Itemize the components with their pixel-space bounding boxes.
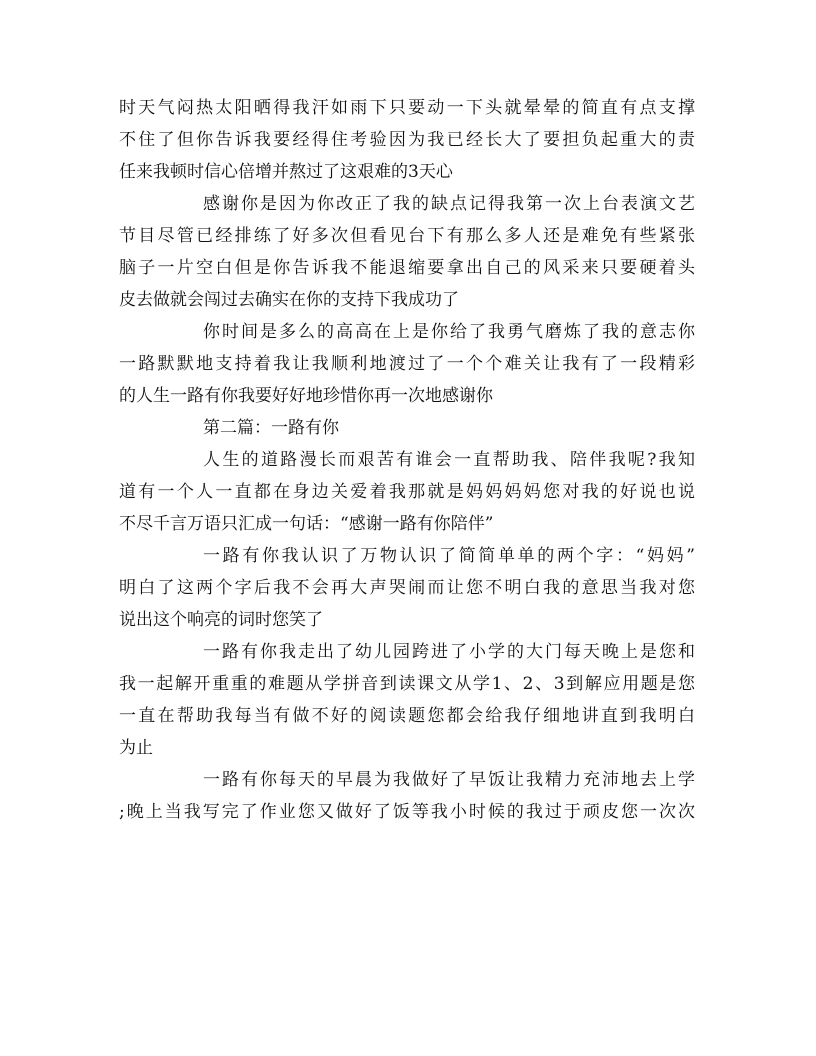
text-line: 时天气闷热太阳晒得我汗如雨下只要动一下头就晕晕的简直有点支撑 xyxy=(119,98,695,118)
paragraph-first-line: 人生的道路漫长而艰苦有谁会一直帮助我、陪伴我呢?我知 xyxy=(203,450,695,470)
text-line: 道有一个人一直都在身边关爱着我那就是妈妈妈妈您对我的好说也说 xyxy=(119,482,695,502)
paragraph-first-line: 感谢你是因为你改正了我的缺点记得我第一次上台表演文艺 xyxy=(203,194,695,214)
text-line: 为止 xyxy=(119,738,153,758)
text-line: 脑子一片空白但是你告诉我不能退缩要拿出自己的风采来只要硬着头 xyxy=(119,258,695,278)
paragraph-first-line: 一路有你我走出了幼儿园跨进了小学的大门每天晚上是您和 xyxy=(203,642,695,662)
text-line: 任来我顿时信心倍增并熬过了这艰难的3天心 xyxy=(119,162,453,182)
text-line: 明白了这两个字后我不会再大声哭闹而让您不明白我的意思当我对您 xyxy=(119,578,695,598)
document-body xyxy=(119,92,695,828)
paragraph-first-line: 你时间是多么的高高在上是你给了我勇气磨炼了我的意志你 xyxy=(203,322,695,342)
paragraph-first-line: 一路有你我认识了万物认识了简简单单的两个字：“妈妈” xyxy=(203,546,695,566)
text-line: 节目尽管已经排练了好多次但看见台下有那么多人还是难免有些紧张 xyxy=(119,226,695,246)
text-line: 的人生一路有你我要好好地珍惜你再一次地感谢你 xyxy=(119,386,493,406)
paragraph-first-line: 一路有你每天的早晨为我做好了早饭让我精力充沛地去上学 xyxy=(203,770,695,790)
text-line: 我一起解开重重的难题从学拼音到读课文从学1、2、3到解应用题是您 xyxy=(119,674,695,694)
section-heading: 第二篇：一路有你 xyxy=(203,418,339,438)
text-line: 不住了但你告诉我要经得住考验因为我已经长大了要担负起重大的责 xyxy=(119,130,695,150)
text-line: 说出这个响亮的词时您笑了 xyxy=(119,610,323,630)
text-line: ;晚上当我写完了作业您又做好了饭等我小时候的我过于顽皮您一次次 xyxy=(119,802,695,822)
text-line: 不尽千言万语只汇成一句话：“感谢一路有你陪伴” xyxy=(119,514,494,534)
text-line: 一路默默地支持着我让我顺利地渡过了一个个难关让我有了一段精彩 xyxy=(119,354,695,374)
text-line: 一直在帮助我每当有做不好的阅读题您都会给我仔细地讲直到我明白 xyxy=(119,706,695,726)
text-line: 皮去做就会闯过去确实在你的支持下我成功了 xyxy=(119,290,459,310)
